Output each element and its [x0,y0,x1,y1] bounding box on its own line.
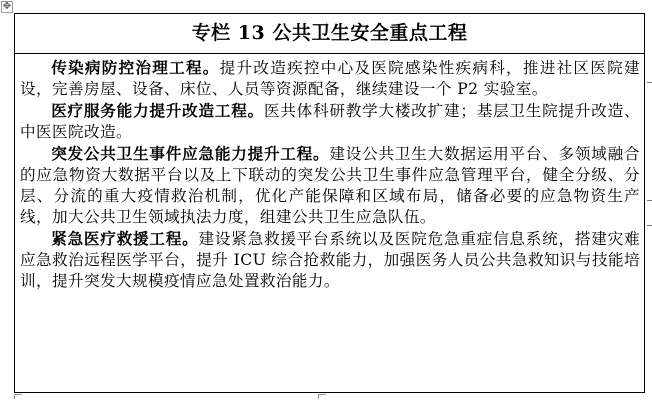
right-edge-tick [647,200,652,201]
paragraph-heading: 突发公共卫生事件应急能力提升工程。 [51,144,330,163]
paragraph-body: 建设紧急救援平台系统以及医院危急重症信息系统，搭建灾难应急救治远程医学平台，提升 ICU 综合抢救能力，加强医务人员公共急救知识与技能培训，提升突发大规模疫情应急处置救治能力。 [20,230,640,290]
table-title: 专栏 13 公共卫生安全重点工程 [15,14,644,54]
paragraph-body: 建设公共卫生大数据运用平台、多领域融合的应急物资大数据平台以及上下联动的突发公共卫生事件应急管理平台，健全分级、分层、分流的重大疫情救治机制，优化产能保障和区域布局，储备必要的应急物资生产线，加大公共卫生领域执法力度，组建公共卫生应急队伍。 [20,145,640,226]
paragraph-infectious-disease [20,57,640,100]
special-column-table [14,13,645,393]
paragraph-heading: 医疗服务能力提升改造工程。 [51,101,264,120]
paragraph-body: 医共体科研教学大楼改扩建；基层卫生院提升改造、中医医院改造。 [20,102,641,141]
right-edge-tick [647,82,652,83]
paragraph-heading: 传染病防控治理工程。 [51,58,220,77]
paragraph-body: 提升改造疾控中心及医院感染性疾病科，推进社区医院建设，完善房屋、设备、床位、人员等资源配备，继续建设一个 P2 实验室。 [20,59,640,98]
paragraph-emergency-response [20,143,640,228]
bottom-corner-marker [318,394,326,399]
paragraph-medical-service [20,100,640,143]
paragraph-emergency-rescue [20,228,640,292]
table-content [20,57,640,292]
table-move-handle-icon[interactable]: ✥ [2,1,12,12]
right-edge-tick [647,225,652,226]
bottom-corner-marker [14,394,22,399]
paragraph-heading: 紧急医疗救援工程。 [51,229,199,248]
